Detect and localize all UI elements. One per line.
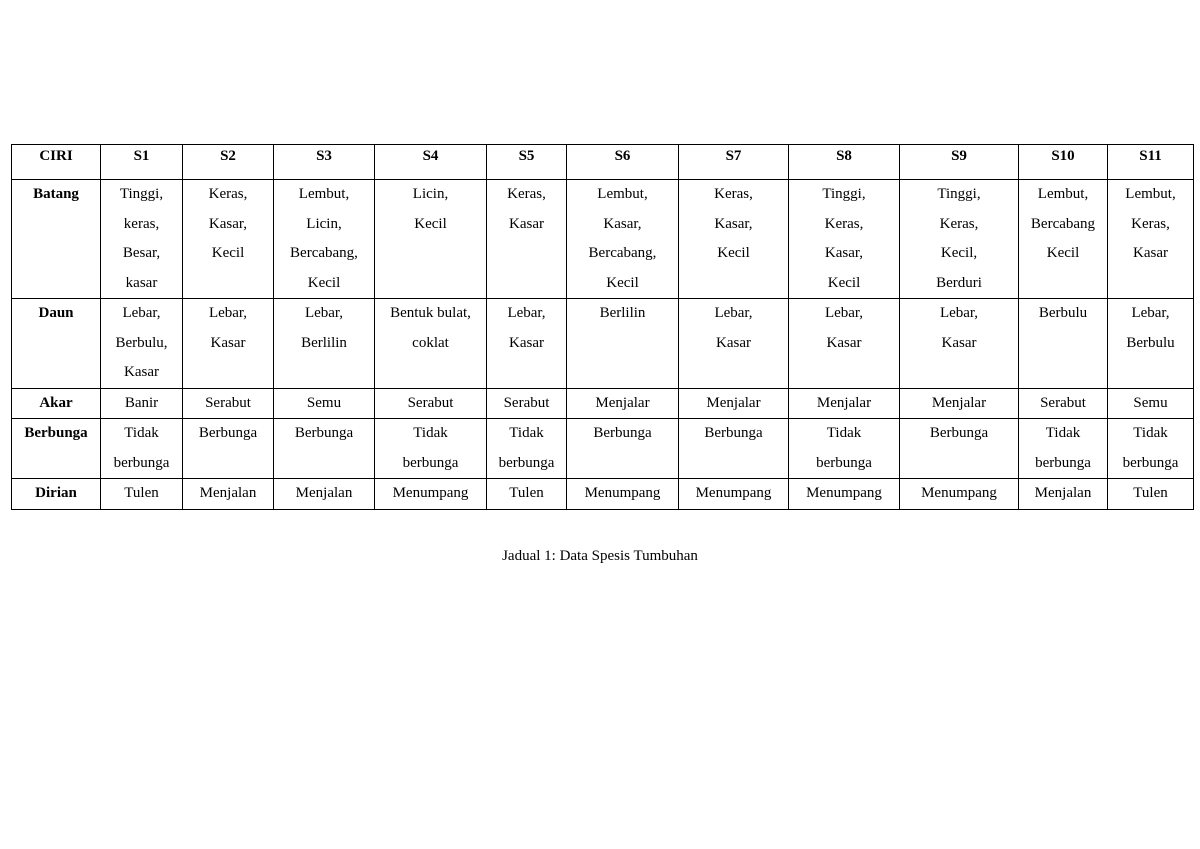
cell-text-line: Berbunga xyxy=(294,425,354,441)
cell-text-line: Menjalar xyxy=(931,394,987,411)
table-cell xyxy=(183,479,274,510)
cell-text-line: Keras, xyxy=(714,186,753,202)
table-row-berbunga xyxy=(12,419,1194,479)
column-header-ciri: CIRI xyxy=(12,145,101,180)
cell-text-line: Berbulu xyxy=(1038,305,1088,321)
cell-text-line: Berbunga xyxy=(929,425,989,441)
table-cell xyxy=(567,388,679,419)
cell-text-line: Lebar, xyxy=(824,305,864,321)
cell-text-line: Lembut, xyxy=(597,186,648,202)
cell-text-line: Keras, xyxy=(1131,215,1170,232)
cell-text-line: berbunga xyxy=(1035,454,1091,471)
species-data-table xyxy=(11,144,1194,510)
column-header-s4: S4 xyxy=(375,145,487,180)
cell-text-line: Menumpang xyxy=(695,485,772,501)
cell-text-line: Menumpang xyxy=(392,485,469,501)
table-cell xyxy=(183,419,274,479)
column-header-s11: S11 xyxy=(1108,145,1194,180)
table-cell xyxy=(900,299,1019,389)
table-cell xyxy=(375,299,487,389)
cell-text-line: Kasar xyxy=(124,364,159,380)
column-header-s10: S10 xyxy=(1019,145,1108,180)
cell-text-line: Tulen xyxy=(509,485,544,501)
table-cell xyxy=(183,180,274,299)
table-cell xyxy=(101,180,183,299)
table-row-batang xyxy=(12,180,1194,299)
table-caption: Jadual 1: Data Spesis Tumbuhan xyxy=(502,548,698,564)
header-row xyxy=(12,145,1194,180)
cell-text-line: Lembut, xyxy=(1125,186,1176,202)
table-cell xyxy=(375,180,487,299)
table-cell xyxy=(1019,299,1108,389)
cell-text-line: Bentuk bulat, xyxy=(390,305,471,321)
table-cell xyxy=(900,479,1019,510)
cell-text-line: Kasar, xyxy=(824,245,864,261)
table-row-dirian xyxy=(12,479,1194,510)
table-cell xyxy=(487,419,567,479)
table-cell xyxy=(679,419,789,479)
table-cell xyxy=(274,180,375,299)
cell-text-line: berbunga xyxy=(113,454,170,471)
cell-text-line: Kasar xyxy=(941,334,977,351)
table-cell xyxy=(101,479,183,510)
cell-text-line: Menumpang xyxy=(806,485,882,501)
table-cell xyxy=(274,388,375,419)
cell-text-line: Bercabang xyxy=(1030,215,1096,232)
table-cell xyxy=(274,479,375,510)
cell-text-line: Kecil xyxy=(606,274,639,291)
cell-text-line: Kasar, xyxy=(603,215,642,232)
table-cell xyxy=(789,419,900,479)
cell-text-line: Lembut, xyxy=(1037,186,1089,202)
table-cell xyxy=(1108,419,1194,479)
cell-text-line: Menumpang xyxy=(584,485,661,501)
cell-text-line: berbunga xyxy=(498,454,555,471)
cell-text-line: Kecil, xyxy=(940,245,978,261)
cell-text-line: Tidak xyxy=(413,425,448,441)
table-cell xyxy=(183,299,274,389)
cell-text-line: Kasar xyxy=(826,334,862,351)
cell-text-line: Berbunga xyxy=(198,425,258,441)
table-cell xyxy=(101,388,183,419)
cell-text-line: Kasar xyxy=(1133,245,1168,261)
column-header-s1: S1 xyxy=(101,145,183,180)
row-header-daun: Daun xyxy=(12,299,101,389)
table-cell xyxy=(789,299,900,389)
cell-text-line: Serabut xyxy=(407,394,454,411)
cell-text-line: Serabut xyxy=(1040,394,1086,411)
cell-text-line: Berlilin xyxy=(599,305,646,321)
cell-text-line: Kecil xyxy=(414,215,447,232)
cell-text-line: Lebar, xyxy=(304,305,344,321)
table-cell xyxy=(789,479,900,510)
cell-text-line: Menjalan xyxy=(199,485,257,501)
cell-text-line: Tidak xyxy=(124,425,159,441)
cell-text-line: berbunga xyxy=(402,454,459,471)
table-cell xyxy=(274,299,375,389)
column-header-s5: S5 xyxy=(487,145,567,180)
column-header-s7: S7 xyxy=(679,145,789,180)
table-cell xyxy=(679,180,789,299)
table-cell xyxy=(900,388,1019,419)
table-cell xyxy=(789,388,900,419)
cell-text-line: Berlilin xyxy=(301,334,347,351)
table-cell xyxy=(1108,388,1194,419)
cell-text-line: Menjalan xyxy=(295,485,353,501)
table-cell xyxy=(789,180,900,299)
cell-text-line: Berbunga xyxy=(704,425,763,441)
cell-text-line: Bercabang, xyxy=(290,245,358,261)
cell-text-line: Menjalar xyxy=(595,394,650,411)
cell-text-line: Lembut, xyxy=(298,186,350,202)
column-header-s6: S6 xyxy=(567,145,679,180)
cell-text-line: Serabut xyxy=(503,394,550,411)
table-row-daun xyxy=(12,299,1194,389)
cell-text-line: keras, xyxy=(123,215,160,232)
cell-text-line: Kecil xyxy=(1046,245,1080,261)
cell-text-line: Besar, xyxy=(122,245,161,261)
cell-text-line: Tulen xyxy=(1133,485,1168,501)
table-cell xyxy=(487,180,567,299)
cell-text-line: Kasar xyxy=(716,334,751,351)
table-cell xyxy=(1019,180,1108,299)
cell-text-line: Kasar xyxy=(509,215,544,232)
cell-text-line: Tinggi, xyxy=(937,186,981,202)
table-cell xyxy=(375,479,487,510)
cell-text-line: Serabut xyxy=(205,394,251,411)
cell-text-line: Tulen xyxy=(124,485,159,501)
cell-text-line: Tidak xyxy=(1045,425,1081,441)
cell-text-line: Banir xyxy=(124,394,159,411)
table-cell xyxy=(900,180,1019,299)
cell-text-line: Kecil xyxy=(827,274,861,291)
table-cell xyxy=(1108,299,1194,389)
cell-text-line: Lebar, xyxy=(714,305,753,321)
cell-text-line: Menjalar xyxy=(706,394,761,411)
table-cell xyxy=(487,479,567,510)
cell-text-line: Keras, xyxy=(824,215,864,232)
cell-text-line: Semu xyxy=(306,394,342,411)
cell-text-line: Tinggi, xyxy=(119,186,164,202)
cell-text-line: kasar xyxy=(125,274,158,291)
table-cell xyxy=(1108,180,1194,299)
cell-text-line: berbunga xyxy=(1122,454,1179,471)
table-cell xyxy=(1019,388,1108,419)
cell-text-line: Licin, xyxy=(412,186,449,202)
cell-text-line: Lebar, xyxy=(939,305,979,321)
table-cell xyxy=(567,180,679,299)
cell-text-line: Lebar, xyxy=(1131,305,1170,321)
table-cell xyxy=(679,299,789,389)
cell-text-line: coklat xyxy=(412,334,449,351)
cell-text-line: Menjalan xyxy=(1034,485,1092,501)
table-cell xyxy=(679,388,789,419)
table-cell xyxy=(1019,419,1108,479)
column-header-s8: S8 xyxy=(789,145,900,180)
cell-text-line: Tidak xyxy=(509,425,544,441)
table-cell xyxy=(567,299,679,389)
column-header-s3: S3 xyxy=(274,145,375,180)
cell-text-line: Keras, xyxy=(208,186,248,202)
table-row-akar xyxy=(12,388,1194,419)
cell-text-line: Licin, xyxy=(306,215,342,232)
table-body xyxy=(12,180,1194,510)
table-cell xyxy=(567,479,679,510)
cell-text-line: Menumpang xyxy=(921,485,997,501)
table-cell xyxy=(375,388,487,419)
cell-text-line: Kasar, xyxy=(714,215,753,232)
cell-text-line: Keras, xyxy=(507,186,546,202)
row-header-dirian: Dirian xyxy=(12,479,101,510)
table-header xyxy=(12,145,1194,180)
cell-text-line: Berduri xyxy=(936,274,982,291)
cell-text-line: Tinggi, xyxy=(822,186,866,202)
row-header-akar: Akar xyxy=(12,388,101,419)
cell-text-line: Bercabang, xyxy=(588,245,657,261)
table-cell xyxy=(101,419,183,479)
row-header-berbunga: Berbunga xyxy=(12,419,101,479)
cell-text-line: Tidak xyxy=(826,425,862,441)
row-header-batang: Batang xyxy=(12,180,101,299)
table-cell xyxy=(487,388,567,419)
table-cell xyxy=(375,419,487,479)
table-cell xyxy=(567,419,679,479)
cell-text-line: Lebar, xyxy=(122,305,161,321)
table-cell xyxy=(1019,479,1108,510)
cell-text-line: Lebar, xyxy=(208,305,248,321)
column-header-s2: S2 xyxy=(183,145,274,180)
table-cell xyxy=(679,479,789,510)
table-cell xyxy=(900,419,1019,479)
cell-text-line: berbunga xyxy=(816,454,872,471)
cell-text-line: Kasar, xyxy=(208,215,248,232)
cell-text-line: Tidak xyxy=(1133,425,1168,441)
table-cell xyxy=(1108,479,1194,510)
table-cell xyxy=(487,299,567,389)
table-cell xyxy=(101,299,183,389)
cell-text-line: Menjalar xyxy=(816,394,872,411)
cell-text-line: Kecil xyxy=(211,245,245,261)
table-cell xyxy=(274,419,375,479)
cell-text-line: Kasar xyxy=(210,334,246,351)
cell-text-line: Berbulu, xyxy=(115,334,168,351)
cell-text-line: Semu xyxy=(1133,394,1168,411)
cell-text-line: Kecil xyxy=(717,245,750,261)
column-header-s9: S9 xyxy=(900,145,1019,180)
table-cell xyxy=(183,388,274,419)
cell-text-line: Berbunga xyxy=(593,425,652,441)
cell-text-line: Lebar, xyxy=(507,305,546,321)
cell-text-line: Kasar xyxy=(509,334,544,351)
cell-text-line: Kecil xyxy=(307,274,341,291)
cell-text-line: Keras, xyxy=(939,215,979,232)
cell-text-line: Berbulu xyxy=(1126,334,1175,351)
